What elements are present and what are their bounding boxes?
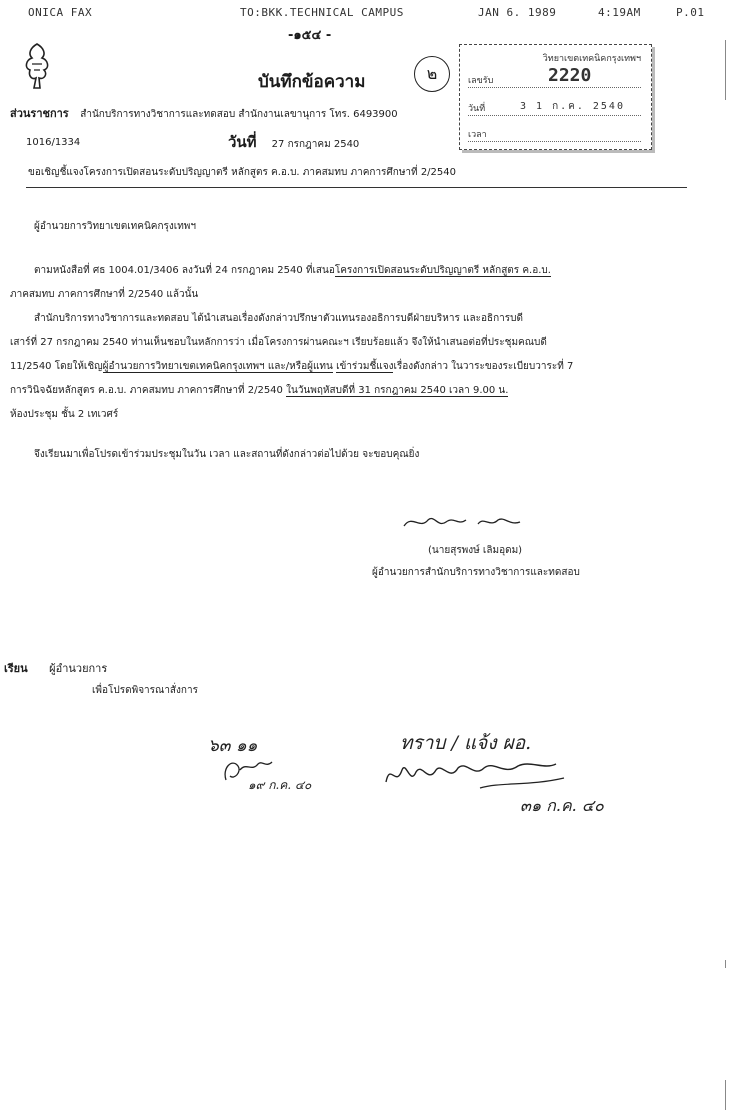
routing-row bbox=[4, 659, 107, 677]
page-marker: -๑๕๔ - bbox=[288, 28, 332, 43]
para2-line4-text: การวินิจฉัยหลักสูตร ค.อ.บ. ภาคสมทบ ภาคการศึกษาที่ 2/2540 bbox=[10, 385, 287, 396]
ref-date-row bbox=[228, 130, 359, 154]
fax-time: 4:19AM bbox=[598, 6, 641, 19]
signature-scribble bbox=[398, 510, 528, 534]
fax-date: JAN 6. 1989 bbox=[478, 6, 557, 19]
para2-line4-underlined: ในวันพฤหัสบดีที่ 31 กรกฎาคม 2540 เวลา 9.00 น. bbox=[286, 385, 509, 396]
routing-to: ผู้อำนวยการ bbox=[49, 662, 108, 675]
salutation: ผู้อำนวยการวิทยาเขตเทคนิคกรุงเทพฯ bbox=[34, 221, 197, 232]
para1-line1 bbox=[34, 263, 551, 278]
subject: ขอเชิญชี้แจงโครงการเปิดสอนระดับปริญญาตรี หลักสูตร ค.อ.บ. ภาคสมทบ ภาคการศึกษาที่ 2/2540 bbox=[28, 167, 456, 178]
stamp-date-row bbox=[468, 101, 641, 116]
document-title: บันทึกข้อความ bbox=[258, 72, 366, 92]
para2-line5: ห้องประชุม ชั้น 2 เทเวศร์ bbox=[10, 409, 119, 420]
handwritten-note-2: ๑๙ ก.ค. ๔๐ bbox=[248, 778, 312, 792]
scan-edge-mark bbox=[725, 960, 726, 968]
ref-number: 1016/1334 bbox=[26, 137, 81, 148]
signatory-position: ผู้อำนวยการสำนักบริการทางวิชาการและทดสอบ bbox=[372, 567, 580, 578]
stamp-number-label: เลขรับ bbox=[468, 76, 494, 86]
handwritten-note-3: ทราบ / แจ้ง ผอ. bbox=[400, 732, 532, 754]
fax-recipient: TO:BKK.TECHNICAL CAMPUS bbox=[240, 6, 404, 19]
garuda-emblem bbox=[20, 40, 54, 92]
para2-line3-text-a: 11/2540 โดยให้เชิญ bbox=[10, 361, 103, 372]
agency-value: สำนักบริการทางวิชาการและทดสอบ สำนักงานเลขานุการ โทร. 6493900 bbox=[80, 109, 398, 120]
scan-edge-mark bbox=[725, 40, 726, 100]
stamp-time-label: เวลา bbox=[468, 130, 487, 140]
para1-line1-underlined: โครงการเปิดสอนระดับปริญญาตรี หลักสูตร ค.อ.บ. bbox=[334, 265, 551, 276]
stamp-header: วิทยาเขตเทคนิคกรุงเทพฯ bbox=[542, 54, 641, 64]
para2-line1: สำนักบริการทางวิชาการและทดสอบ ได้นำเสนอเรื่องดังกล่าวปรึกษาตัวแทนรองอธิการบดีฝ่ายบริหาร และอธิการบดี bbox=[34, 313, 523, 324]
signatory-name: (นายสุรพงษ์ เลิมอุดม) bbox=[428, 545, 523, 556]
routing-purpose: เพื่อโปรดพิจารณาสั่งการ bbox=[92, 685, 198, 696]
fax-page: P.01 bbox=[676, 6, 705, 19]
stamp-date-label: วันที่ bbox=[468, 104, 486, 114]
receipt-stamp bbox=[459, 44, 652, 150]
para1-line1-text: ตามหนังสือที่ ศธ 1004.01/3406 ลงวันที่ 24 กรกฎาคม 2540 ที่เสนอ bbox=[34, 265, 335, 276]
date-label: วันที่ bbox=[228, 133, 257, 151]
routing-label: เรียน bbox=[4, 662, 28, 675]
circled-number: ๒ bbox=[414, 56, 450, 92]
para1-line2: ภาคสมทบ ภาคการศึกษาที่ 2/2540 แล้วนั้น bbox=[10, 289, 199, 300]
para2-line3 bbox=[10, 359, 573, 374]
para2-line3-text-b: เรื่องดังกล่าว ในวาระของระเบียบวาระที่ 7 bbox=[393, 361, 574, 372]
stamp-time-row bbox=[468, 127, 641, 142]
fax-sender: ONICA FAX bbox=[28, 6, 93, 19]
stamp-date: 3 1 ก.ค. 2540 bbox=[520, 101, 625, 112]
handwritten-note-1: ๖๓ ๑๑ bbox=[208, 736, 258, 756]
para3: จึงเรียนมาเพื่อโปรดเข้าร่วมประชุมในวัน เวลา และสถานที่ดังกล่าวต่อไปด้วย จะขอบคุณยิ่ง bbox=[34, 449, 420, 460]
para2-line3-underlined-b: เข้าร่วมชี้แจง bbox=[336, 361, 394, 372]
para2-line3-underlined-a: ผู้อำนวยการวิทยาเขตเทคนิคกรุงเทพฯ และ/หรือผู้แทน bbox=[102, 361, 333, 372]
handwritten-signature bbox=[380, 752, 570, 794]
header-divider bbox=[26, 187, 687, 188]
para2-line4 bbox=[10, 383, 508, 398]
agency-label: ส่วนราชการ bbox=[10, 107, 69, 120]
stamp-number: 2220 bbox=[548, 65, 592, 86]
para2-line2: เสาร์ที่ 27 กรกฎาคม 2540 ท่านเห็นชอบในหลักการว่า เมื่อโครงการผ่านคณะฯ เรียบร้อยแล้ว จึงให้นำเสนอต่อที่ประชุมคณบดี bbox=[10, 337, 547, 348]
date-value: 27 กรกฎาคม 2540 bbox=[271, 139, 360, 150]
agency-row bbox=[10, 104, 398, 122]
handwritten-note-4: ๓๑ ก.ค. ๔๐ bbox=[520, 796, 604, 815]
stamp-number-row bbox=[468, 65, 641, 88]
scan-edge-mark bbox=[725, 1080, 726, 1110]
